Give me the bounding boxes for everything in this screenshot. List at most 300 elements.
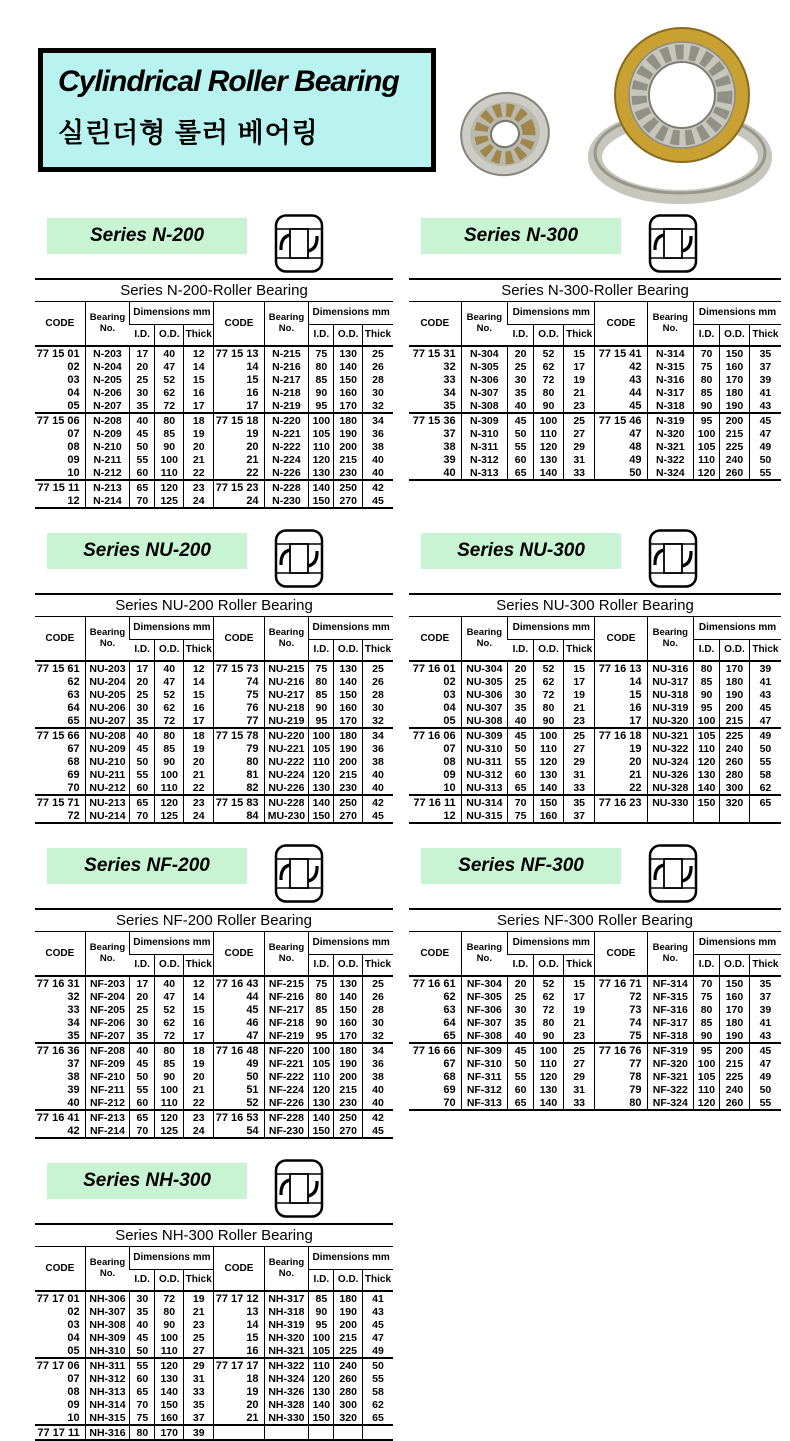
code-cell: 70 [443, 1096, 456, 1109]
code-cell: 77 16 06 [409, 728, 461, 742]
thick-cell: 19 [184, 427, 214, 440]
bearing-cross-section-icon [267, 529, 331, 594]
code-cell: 32 [67, 990, 80, 1003]
od-cell: 130 [334, 346, 363, 360]
bearing-no-cell: NF-316 [647, 1003, 694, 1016]
bearing-no-cell: NU-317 [647, 675, 694, 688]
code-cell: 74 [595, 1016, 647, 1029]
id-cell: 50 [508, 742, 534, 755]
code-cell: 79 [214, 742, 264, 755]
od-cell: 62 [534, 360, 564, 373]
od-cell: 230 [334, 466, 363, 480]
code-cell: 77 16 48 [214, 1043, 264, 1057]
code-cell: 08 [443, 755, 456, 768]
id-cell: 40 [508, 399, 534, 413]
thick-cell: 27 [563, 427, 595, 440]
id-cell: 20 [130, 360, 155, 373]
od-cell: 90 [534, 1029, 564, 1043]
od-cell: 47 [155, 990, 184, 1003]
table-row [35, 1425, 393, 1439]
bearing-no-cell: N-213 [85, 480, 130, 494]
col-header-id: I.D. [130, 640, 155, 662]
bearing-no-cell: N-203 [85, 346, 130, 360]
code-cell: 77 17 17 [214, 1358, 264, 1372]
id-cell: 55 [508, 1070, 534, 1083]
id-cell: 110 [694, 453, 720, 466]
id-cell [694, 809, 720, 822]
bearing-no-cell: NU-311 [461, 755, 508, 768]
table-row [35, 688, 393, 701]
thick-cell: 49 [362, 1344, 393, 1358]
bearing-no-cell: NF-228 [264, 1110, 309, 1124]
table-title-nh-300: Series NH-300 Roller Bearing [35, 1225, 393, 1247]
table-row [409, 809, 781, 822]
col-header-id: I.D. [309, 640, 334, 662]
od-cell: 215 [334, 1331, 363, 1344]
table-row [409, 688, 781, 701]
thick-cell [362, 1425, 393, 1439]
od-cell: 215 [334, 453, 363, 466]
code-cell: 77 15 13 [214, 346, 264, 360]
col-header-code: CODE [420, 632, 450, 644]
od-cell: 100 [534, 728, 564, 742]
od-cell: 130 [334, 976, 363, 990]
id-cell: 120 [694, 466, 720, 479]
bearing-no-cell: NU-308 [461, 714, 508, 728]
table-header [35, 932, 393, 976]
table-row [35, 714, 393, 728]
id-cell: 100 [309, 1043, 334, 1057]
code-cell: 68 [443, 1070, 456, 1083]
thick-cell: 29 [563, 755, 595, 768]
code-cell: 17 [214, 399, 264, 413]
od-cell: 215 [720, 427, 750, 440]
od-cell: 120 [155, 795, 184, 809]
thick-cell: 40 [362, 1096, 393, 1110]
bearing-no-cell: NH-309 [85, 1331, 130, 1344]
od-cell: 280 [334, 1385, 363, 1398]
od-cell: 170 [720, 1003, 750, 1016]
bearing-no-cell: NU-310 [461, 742, 508, 755]
od-cell: 100 [155, 768, 184, 781]
thick-cell: 23 [563, 714, 595, 728]
bearing-no-cell: NU-220 [264, 728, 309, 742]
od-cell: 90 [155, 1070, 184, 1083]
bearing-no-cell: NF-209 [85, 1057, 130, 1070]
id-cell: 50 [130, 1344, 155, 1358]
code-cell: 62 [443, 990, 456, 1003]
thick-cell: 19 [563, 688, 595, 701]
id-cell: 65 [130, 795, 155, 809]
code-cell: 15 [214, 1331, 264, 1344]
id-cell: 95 [309, 1318, 334, 1331]
bearing-no-cell: NH-307 [85, 1305, 130, 1318]
code-cell: 77 15 61 [35, 661, 85, 675]
bearing-no-cell: N-206 [85, 386, 130, 399]
od-cell: 215 [334, 768, 363, 781]
od-cell: 240 [720, 453, 750, 466]
bearing-no-cell: N-215 [264, 346, 309, 360]
col-header-code: CODE [420, 947, 450, 959]
table-row [409, 675, 781, 688]
code-cell: 48 [595, 440, 647, 453]
bearing-no-cell: NF-306 [461, 1003, 508, 1016]
od-cell [720, 809, 750, 822]
bearing-no-cell: NF-218 [264, 1016, 309, 1029]
od-cell: 200 [720, 1043, 750, 1057]
thick-cell: 29 [563, 440, 595, 453]
table-row [35, 1385, 393, 1398]
id-cell: 30 [508, 688, 534, 701]
id-cell: 140 [309, 1398, 334, 1411]
code-cell: 67 [67, 742, 80, 755]
od-cell: 240 [720, 1083, 750, 1096]
series-section-n-200 [35, 216, 393, 509]
id-cell: 55 [130, 1358, 155, 1372]
id-cell: 75 [694, 990, 720, 1003]
id-cell: 35 [130, 714, 155, 728]
od-cell: 270 [334, 1124, 363, 1137]
thick-cell: 45 [749, 701, 781, 714]
bearing-no-cell: N-324 [647, 466, 694, 479]
thick-cell [749, 809, 781, 822]
table-nh-300 [35, 1223, 393, 1441]
thick-cell: 43 [749, 399, 781, 413]
col-header-od: O.D. [155, 1270, 184, 1292]
thick-cell: 32 [362, 1029, 393, 1043]
bearing-no-cell: NF-220 [264, 1043, 309, 1057]
col-header-thick: Thick [184, 640, 214, 662]
id-cell: 105 [309, 1344, 334, 1358]
bearing-no-cell: NF-322 [647, 1083, 694, 1096]
code-cell: 52 [214, 1096, 264, 1110]
col-header-thick: Thick [749, 955, 781, 977]
bearing-no-cell: NH-318 [264, 1305, 309, 1318]
bearing-no-cell: NU-305 [461, 675, 508, 688]
table-row [409, 661, 781, 675]
od-cell: 150 [334, 688, 363, 701]
code-cell: 77 16 43 [214, 976, 264, 990]
id-cell: 30 [130, 1016, 155, 1029]
id-cell: 60 [130, 466, 155, 480]
table-row [409, 976, 781, 990]
col-header-code: CODE [214, 302, 264, 346]
code-cell: 75 [595, 1029, 647, 1043]
col-header-thick: Thick [362, 640, 393, 662]
thick-cell: 31 [184, 1372, 214, 1385]
thick-cell: 26 [362, 360, 393, 373]
id-cell: 105 [309, 742, 334, 755]
bearing-no-cell: NF-226 [264, 1096, 309, 1110]
code-cell: 03 [67, 1318, 80, 1331]
bearing-no-cell: NF-310 [461, 1057, 508, 1070]
bearing-no-cell: NU-219 [264, 714, 309, 728]
table-title-n-200: Series N-200-Roller Bearing [35, 280, 393, 302]
table-n-300 [409, 278, 781, 481]
od-cell: 320 [334, 1411, 363, 1425]
col-header-bearing-no: Bearing No. [85, 932, 130, 976]
bearing-no-cell: NU-318 [647, 688, 694, 701]
od-cell: 200 [334, 755, 363, 768]
table-row [409, 768, 781, 781]
thick-cell: 40 [362, 453, 393, 466]
od-cell: 170 [720, 661, 750, 675]
bearing-no-cell: NF-210 [85, 1070, 130, 1083]
series-section-nf-300 [409, 846, 781, 1111]
code-cell: 77 15 83 [214, 795, 264, 809]
code-cell: 37 [443, 427, 456, 440]
od-cell: 150 [534, 795, 564, 809]
code-cell: 10 [67, 466, 80, 479]
thick-cell: 25 [563, 1043, 595, 1057]
id-cell: 25 [130, 688, 155, 701]
code-cell: 77 17 12 [214, 1291, 264, 1305]
od-cell: 230 [334, 1096, 363, 1110]
od-cell: 200 [334, 1070, 363, 1083]
bearing-cross-section-icon [641, 844, 705, 909]
od-cell: 62 [155, 701, 184, 714]
bearing-no-cell: NU-217 [264, 688, 309, 701]
table-row [35, 1305, 393, 1318]
bearing-no-cell: N-304 [461, 346, 508, 360]
id-cell: 60 [130, 1372, 155, 1385]
col-header-code: CODE [214, 932, 264, 976]
table-row [409, 386, 781, 399]
code-cell: 12 [443, 809, 456, 822]
code-cell: 77 16 66 [409, 1043, 461, 1057]
od-cell: 72 [534, 373, 564, 386]
id-cell: 150 [309, 809, 334, 822]
col-header-od: O.D. [534, 325, 564, 347]
od-cell: 160 [334, 386, 363, 399]
thick-cell: 35 [563, 795, 595, 809]
od-cell: 62 [155, 386, 184, 399]
code-cell: 63 [443, 1003, 456, 1016]
thick-cell: 36 [362, 742, 393, 755]
series-section-n-300 [409, 216, 781, 481]
series-badge-nh-300: Series NH-300 [47, 1163, 247, 1199]
table-body [409, 346, 781, 479]
id-cell: 20 [130, 675, 155, 688]
od-cell: 125 [155, 494, 184, 507]
id-cell: 140 [309, 1110, 334, 1124]
od-cell: 100 [155, 453, 184, 466]
col-header-id: I.D. [694, 640, 720, 662]
bearing-no-cell: NH-316 [85, 1425, 130, 1439]
id-cell: 95 [309, 714, 334, 728]
id-cell: 70 [130, 1124, 155, 1137]
bearing-no-cell: NH-313 [85, 1385, 130, 1398]
id-cell: 70 [130, 494, 155, 507]
bearing-no-cell: NH-320 [264, 1331, 309, 1344]
code-cell: 19 [595, 742, 647, 755]
thick-cell: 19 [184, 1291, 214, 1305]
id-cell: 90 [694, 688, 720, 701]
bearing-no-cell: NF-305 [461, 990, 508, 1003]
table-row [409, 373, 781, 386]
bearing-no-cell: NU-314 [461, 795, 508, 809]
id-cell: 40 [130, 1318, 155, 1331]
thick-cell: 23 [184, 480, 214, 494]
code-cell: 82 [214, 781, 264, 795]
od-cell: 72 [155, 399, 184, 413]
od-cell: 52 [155, 688, 184, 701]
id-cell: 80 [130, 1425, 155, 1439]
thick-cell: 19 [563, 373, 595, 386]
table-row [409, 795, 781, 809]
od-cell: 190 [720, 688, 750, 701]
id-cell: 85 [309, 688, 334, 701]
bearing-no-cell: NF-213 [85, 1110, 130, 1124]
id-cell: 50 [130, 1070, 155, 1083]
col-header-code: CODE [45, 1262, 75, 1274]
bearing-no-cell: N-228 [264, 480, 309, 494]
bearing-no-cell: NU-307 [461, 701, 508, 714]
thick-cell: 22 [184, 466, 214, 480]
col-header-dimensions: Dimensions mm [130, 932, 214, 955]
bearing-no-cell: NF-212 [85, 1096, 130, 1110]
thick-cell: 50 [749, 742, 781, 755]
od-cell: 190 [720, 399, 750, 413]
bearing-no-cell: NF-211 [85, 1083, 130, 1096]
table-row [409, 1043, 781, 1057]
series-section-nu-300 [409, 531, 781, 824]
code-cell: 16 [214, 1344, 264, 1358]
thick-cell: 41 [749, 1016, 781, 1029]
id-cell: 35 [130, 1305, 155, 1318]
id-cell: 105 [309, 1057, 334, 1070]
id-cell: 100 [694, 714, 720, 728]
id-cell: 70 [130, 1398, 155, 1411]
thick-cell: 22 [184, 781, 214, 795]
od-cell: 62 [534, 675, 564, 688]
od-cell: 62 [155, 1016, 184, 1029]
code-cell: 51 [214, 1083, 264, 1096]
code-cell: 77 16 18 [595, 728, 647, 742]
bearing-no-cell: NU-206 [85, 701, 130, 714]
code-cell: 03 [443, 688, 456, 701]
table-row [409, 1016, 781, 1029]
od-cell: 90 [534, 399, 564, 413]
bearing-no-cell: NF-208 [85, 1043, 130, 1057]
bearing-photo-small [455, 84, 555, 184]
col-header-id: I.D. [130, 1270, 155, 1292]
bearing-no-cell: NU-313 [461, 781, 508, 795]
code-cell: 77 17 06 [35, 1358, 85, 1372]
col-header-thick: Thick [362, 325, 393, 347]
col-header-id: I.D. [309, 325, 334, 347]
id-cell: 150 [309, 494, 334, 507]
od-cell: 52 [155, 1003, 184, 1016]
thick-cell: 16 [184, 1016, 214, 1029]
code-cell: 21 [214, 453, 264, 466]
table-row [35, 373, 393, 386]
table-body [409, 976, 781, 1109]
col-header-id: I.D. [309, 955, 334, 977]
od-cell: 130 [155, 1372, 184, 1385]
code-cell: 09 [443, 768, 456, 781]
id-cell: 75 [508, 809, 534, 822]
col-header-dimensions: Dimensions mm [309, 302, 393, 325]
od-cell: 300 [334, 1398, 363, 1411]
col-header-dimensions: Dimensions mm [694, 302, 781, 325]
thick-cell: 58 [362, 1385, 393, 1398]
table-body [409, 661, 781, 822]
code-cell: 64 [443, 1016, 456, 1029]
col-header-dimensions: Dimensions mm [694, 617, 781, 640]
thick-cell: 20 [184, 1070, 214, 1083]
od-cell: 270 [334, 809, 363, 822]
thick-cell: 19 [563, 1003, 595, 1016]
series-sections [35, 216, 781, 1441]
bearing-no-cell: NF-308 [461, 1029, 508, 1043]
bearing-no-cell: NH-310 [85, 1344, 130, 1358]
od-cell: 90 [155, 440, 184, 453]
id-cell: 75 [694, 360, 720, 373]
od-cell: 240 [720, 742, 750, 755]
od-cell: 72 [534, 1003, 564, 1016]
id-cell: 100 [694, 427, 720, 440]
bearing-no-cell: N-216 [264, 360, 309, 373]
table-row [35, 1372, 393, 1385]
code-cell: 02 [443, 675, 456, 688]
col-header-dimensions: Dimensions mm [130, 617, 214, 640]
od-cell: 72 [534, 688, 564, 701]
id-cell: 50 [508, 427, 534, 440]
table-body [35, 976, 393, 1137]
code-cell: 45 [214, 1003, 264, 1016]
col-header-bearing-no: Bearing No. [264, 932, 309, 976]
code-cell: 39 [443, 453, 456, 466]
id-cell: 130 [309, 1096, 334, 1110]
bearing-no-cell: NU-306 [461, 688, 508, 701]
col-header-thick: Thick [563, 325, 595, 347]
code-cell: 37 [67, 1057, 80, 1070]
bearing-no-cell: NU-326 [647, 768, 694, 781]
od-cell: 140 [334, 675, 363, 688]
id-cell: 17 [130, 661, 155, 675]
code-cell: 54 [214, 1124, 264, 1137]
series-badge-nu-300: Series NU-300 [421, 533, 621, 569]
id-cell: 20 [130, 990, 155, 1003]
table-row [35, 1291, 393, 1305]
id-cell: 95 [309, 399, 334, 413]
table-row [35, 1003, 393, 1016]
col-header-id: I.D. [130, 325, 155, 347]
od-cell: 190 [334, 742, 363, 755]
thick-cell: 62 [749, 781, 781, 795]
bearing-no-cell: N-217 [264, 373, 309, 386]
id-cell: 75 [309, 661, 334, 675]
od-cell: 160 [155, 1411, 184, 1425]
bearing-no-cell [647, 809, 694, 822]
id-cell: 130 [309, 1385, 334, 1398]
id-cell: 30 [130, 701, 155, 714]
table-title-nf-200: Series NF-200 Roller Bearing [35, 910, 393, 932]
bearing-no-cell: NF-311 [461, 1070, 508, 1083]
thick-cell: 23 [563, 1029, 595, 1043]
col-header-id: I.D. [508, 640, 534, 662]
table-row [35, 1331, 393, 1344]
thick-cell: 28 [362, 373, 393, 386]
od-cell: 250 [334, 480, 363, 494]
id-cell: 100 [309, 413, 334, 427]
code-cell: 43 [595, 373, 647, 386]
code-cell: 77 16 11 [409, 795, 461, 809]
table-body [35, 661, 393, 822]
od-cell: 80 [155, 1043, 184, 1057]
id-cell: 105 [694, 440, 720, 453]
